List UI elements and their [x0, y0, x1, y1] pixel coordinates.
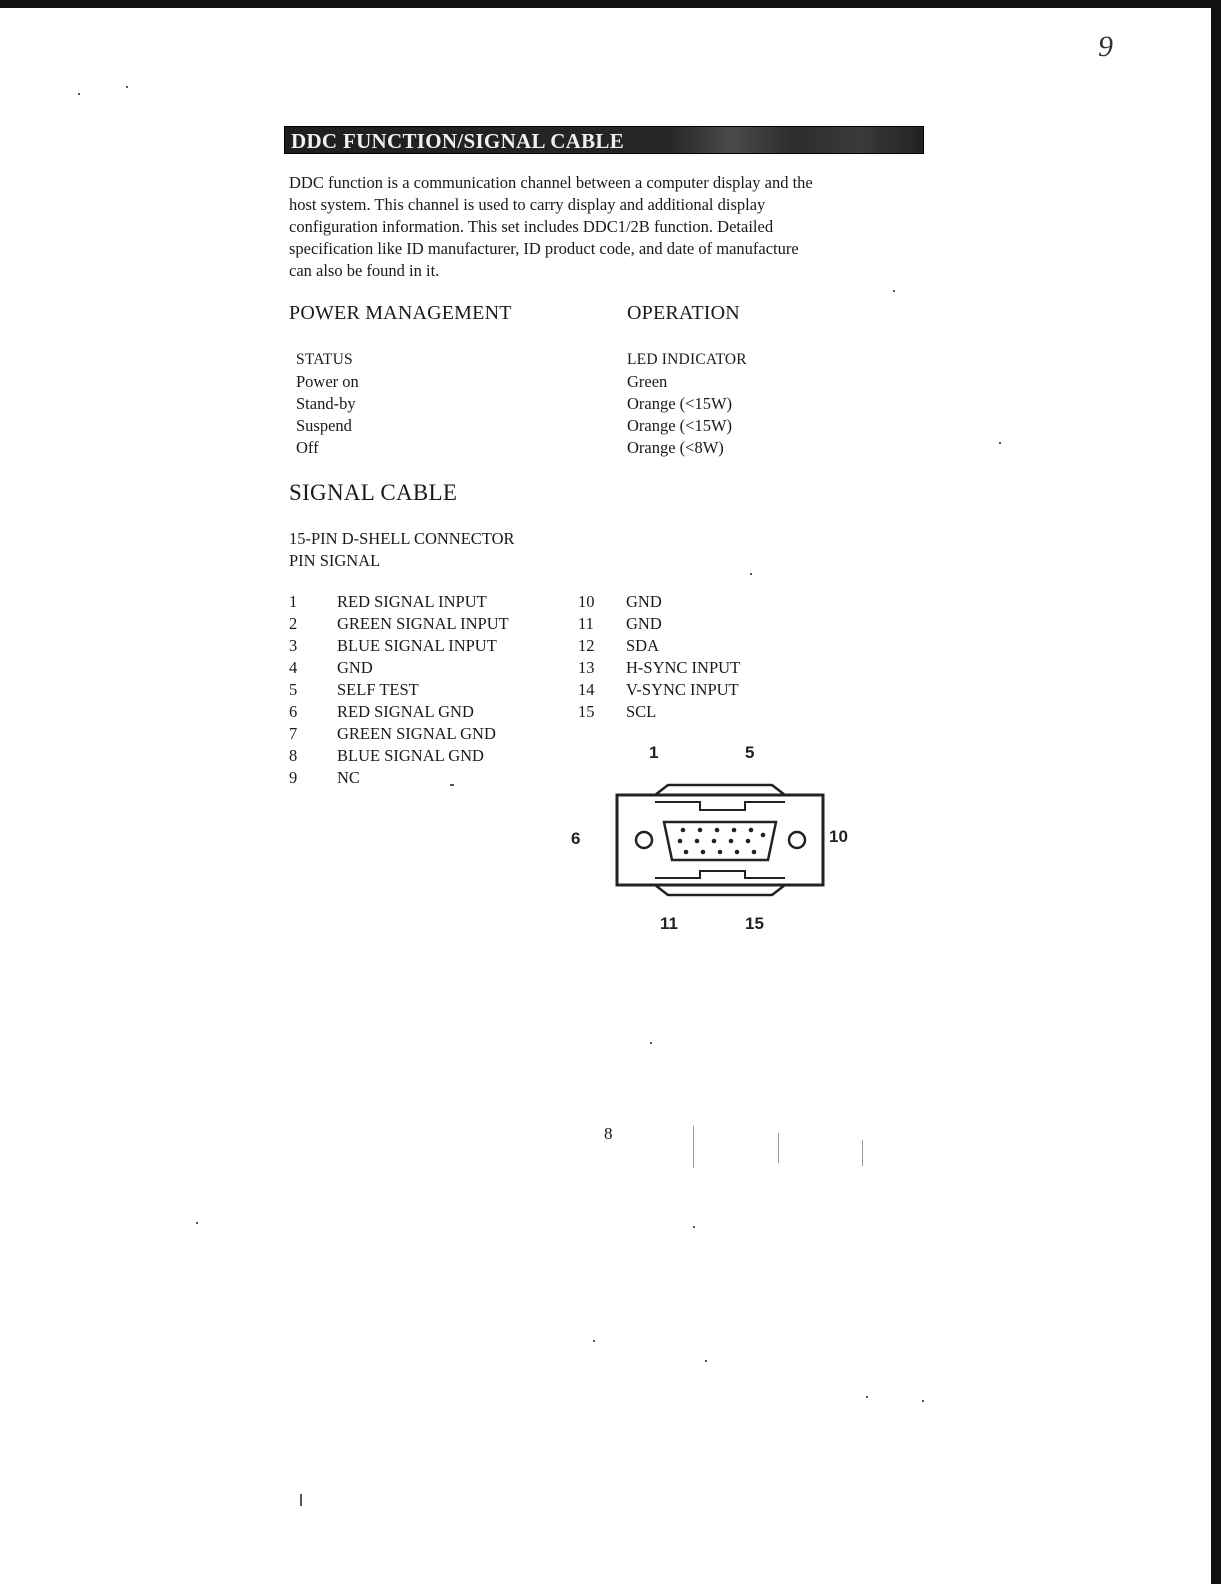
pin-signal: GREEN SIGNAL GND: [337, 724, 496, 743]
operation-heading: OPERATION: [627, 302, 740, 324]
signal-cable-heading: SIGNAL CABLE: [289, 480, 458, 505]
pin-number: 11: [578, 614, 594, 633]
pin-number: 4: [289, 658, 298, 677]
led-column: [627, 349, 747, 459]
scan-speck: [693, 1126, 694, 1168]
table-row: [578, 591, 798, 613]
intro-line: configuration information. This set includes DDC1/2B function. Detailed: [289, 217, 774, 236]
table-row: [289, 679, 569, 701]
scan-speck: [650, 1042, 652, 1044]
pin-number: 8: [289, 746, 298, 765]
pin-signal: SELF TEST: [337, 680, 419, 699]
connector-label-pin-5: 5: [745, 743, 755, 762]
page-number: 8: [604, 1124, 613, 1143]
pin-number: 13: [578, 658, 595, 677]
section-title: DDC FUNCTION/SIGNAL CABLE: [291, 129, 625, 153]
table-row: [289, 745, 569, 767]
pin-number: 15: [578, 702, 595, 721]
connector-label-pin-15: 15: [745, 914, 764, 933]
status-column: [296, 349, 359, 459]
intro-paragraph: [289, 172, 929, 282]
pin-number: 10: [578, 592, 595, 611]
scan-right-border: [1211, 0, 1221, 1584]
led-value: Green: [627, 372, 668, 391]
connector-caption: [289, 528, 515, 572]
table-row: [578, 701, 798, 723]
status-value: Power on: [296, 372, 359, 391]
scan-speck: [450, 784, 454, 786]
scan-speck: [196, 1222, 198, 1224]
table-row: [289, 613, 569, 635]
pin-table-right: [578, 591, 798, 723]
scan-speck: [999, 442, 1001, 444]
pin-signal: V-SYNC INPUT: [626, 680, 739, 699]
pin-signal: GREEN SIGNAL INPUT: [337, 614, 509, 633]
power-management-heading: POWER MANAGEMENT: [289, 302, 512, 324]
pin-signal: SCL: [626, 702, 657, 721]
table-row: [578, 635, 798, 657]
intro-line: can also be found in it.: [289, 261, 440, 280]
scan-speck: [705, 1360, 707, 1362]
intro-line: host system. This channel is used to carry display and additional display: [289, 195, 766, 214]
pin-signal-header: PIN SIGNAL: [289, 551, 381, 570]
led-value: Orange (<15W): [627, 394, 733, 413]
scan-speck: [78, 93, 80, 95]
pin-signal: NC: [337, 768, 360, 787]
status-value: Stand-by: [296, 394, 356, 413]
pin-number: 12: [578, 636, 595, 655]
table-row: [578, 613, 798, 635]
pin-signal: SDA: [626, 636, 660, 655]
scan-speck: [750, 573, 752, 575]
pin-number: 14: [578, 680, 595, 699]
pin-signal: GND: [626, 614, 662, 633]
table-row: [289, 723, 569, 745]
scan-top-border: [0, 0, 1221, 8]
pin-signal: GND: [337, 658, 373, 677]
status-value: Suspend: [296, 416, 352, 435]
scan-speck: [922, 1400, 924, 1402]
intro-line: DDC function is a communication channel between a computer display and the: [289, 173, 813, 192]
led-header: LED INDICATOR: [627, 351, 747, 368]
pin-number: 9: [289, 768, 298, 787]
table-row: [289, 701, 569, 723]
scan-speck: [593, 1340, 595, 1342]
connector-label-pin-6: 6: [571, 829, 581, 848]
pin-signal: RED SIGNAL GND: [337, 702, 474, 721]
connector-label-pin-11: 11: [660, 914, 678, 933]
pin-number: 7: [289, 724, 298, 743]
pin-signal: BLUE SIGNAL INPUT: [337, 636, 497, 655]
pin-number: 2: [289, 614, 298, 633]
intro-line: specification like ID manufacturer, ID product code, and date of manufacture: [289, 239, 799, 258]
status-header: STATUS: [296, 351, 353, 368]
scan-speck: [778, 1133, 779, 1163]
pin-number: 6: [289, 702, 298, 721]
led-value: Orange (<15W): [627, 416, 733, 435]
pin-table-left: [289, 591, 569, 789]
pin-signal: H-SYNC INPUT: [626, 658, 741, 677]
connector-label-pin-1: 1: [649, 743, 659, 762]
connector-title: 15-PIN D-SHELL CONNECTOR: [289, 529, 515, 548]
pin-signal: GND: [626, 592, 662, 611]
led-value: Orange (<8W): [627, 438, 724, 457]
d-shell-connector-diagram: [610, 780, 830, 900]
section-title-bar: [284, 126, 924, 154]
pin-number: 5: [289, 680, 298, 699]
pin-signal: RED SIGNAL INPUT: [337, 592, 487, 611]
pin-number: 1: [289, 592, 298, 611]
pin-signal: BLUE SIGNAL GND: [337, 746, 484, 765]
status-value: Off: [296, 438, 319, 457]
scan-speck: [126, 86, 128, 88]
scan-speck: [300, 1494, 302, 1506]
table-row: [289, 767, 569, 789]
table-row: [289, 635, 569, 657]
table-row: [578, 679, 798, 701]
scan-speck: [862, 1140, 863, 1166]
scan-speck: [893, 290, 895, 292]
scan-speck: [693, 1226, 695, 1228]
pin-number: 3: [289, 636, 298, 655]
table-row: [578, 657, 798, 679]
table-row: [289, 657, 569, 679]
connector-label-pin-10: 10: [829, 827, 848, 846]
table-row: [289, 591, 569, 613]
handwritten-page-mark: 9: [1098, 30, 1113, 63]
scan-speck: [866, 1396, 868, 1398]
